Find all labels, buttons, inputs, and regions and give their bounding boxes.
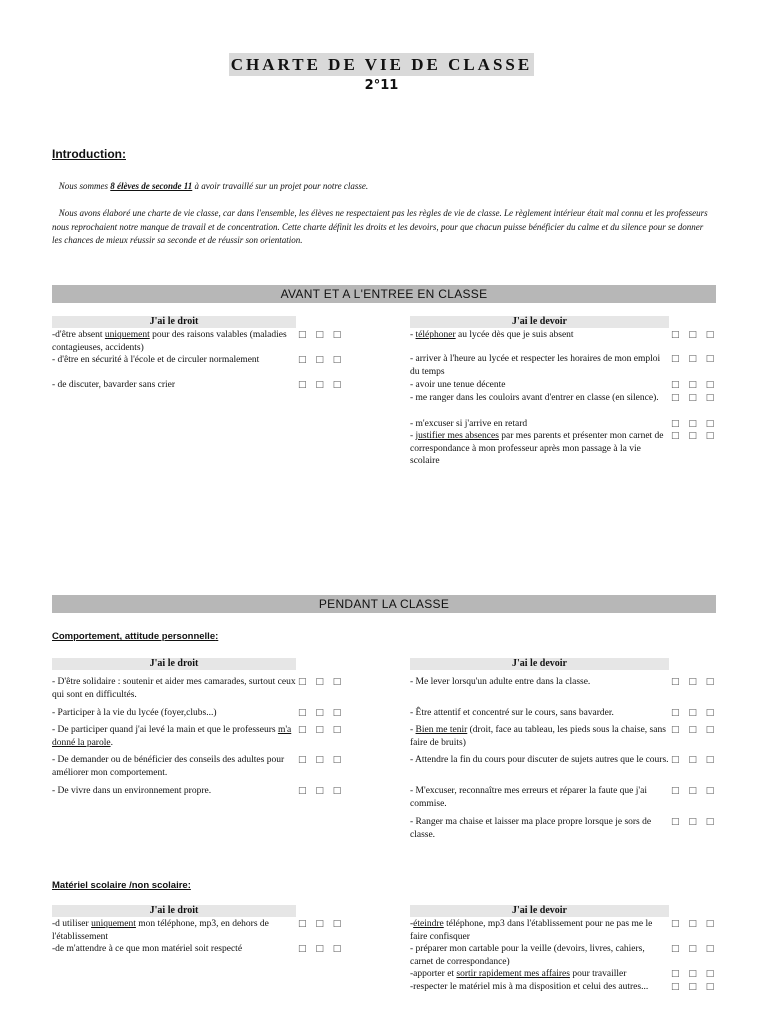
s1-devoirs-item [410, 430, 669, 468]
s3-devoirs-item [410, 968, 669, 981]
checkbox-group[interactable]: □ □ □ [671, 944, 718, 954]
item-underlined-text: m'a donné la parole [52, 725, 292, 748]
checkbox-group[interactable]: □ □ □ [671, 419, 718, 429]
checkbox-group[interactable]: □ □ □ [671, 431, 718, 441]
s1-droit-header: J'ai le droit [52, 316, 296, 328]
page-title: CHARTE DE VIE DE CLASSE [230, 55, 533, 74]
s1-devoirs-item [410, 379, 669, 392]
checkbox-group[interactable]: □ □ □ [671, 817, 718, 827]
checkbox-group[interactable]: □ □ □ [671, 786, 718, 796]
s3-subhead: Matériel scolaire /non scolaire: [52, 880, 191, 891]
section-banner-avant: AVANT ET A L'ENTREE EN CLASSE [52, 285, 716, 303]
checkbox-group[interactable]: □ □ □ [671, 919, 718, 929]
s2-devoir-header: J'ai le devoir [410, 658, 669, 670]
s3-devoirs-item [410, 981, 669, 994]
item-text: téléphone, mp3 dans l'établissement pour ne pas me le faire confisquer [410, 919, 653, 942]
item-underlined-text: téléphoner [415, 330, 456, 340]
checkbox-group[interactable]: □ □ □ [298, 708, 345, 718]
s2-droits-item [52, 707, 296, 720]
item-text: - Être attentif et concentré sur le cours, sans bavarder. [410, 708, 614, 718]
checkbox-group[interactable]: □ □ □ [298, 330, 345, 340]
checkbox-group[interactable]: □ □ □ [298, 355, 345, 365]
checkbox-group[interactable]: □ □ □ [298, 380, 345, 390]
checkbox-group[interactable]: □ □ □ [298, 755, 345, 765]
item-text: - de discuter, bavarder sans crier [52, 380, 176, 390]
s1-devoirs-item [410, 418, 669, 431]
item-text: pour des raisons valables (maladies contagieuses, accidents) [52, 330, 287, 353]
item-underlined-text: sortir rapidement mes affaires [456, 969, 570, 979]
checkbox-group[interactable]: □ □ □ [298, 725, 345, 735]
item-text: . [110, 737, 113, 748]
s1-droits-item [52, 329, 296, 354]
s2-devoirs-item [410, 754, 669, 767]
checkbox-group[interactable]: □ □ □ [671, 755, 718, 765]
item-text: - avoir une tenue décente [410, 380, 506, 390]
checkbox-group[interactable]: □ □ □ [298, 944, 345, 954]
item-text: - Attendre la fin du cours pour discuter de sujets autres que le cours. [410, 755, 669, 765]
item-text: mon téléphone, mp3, en dehors de l'établissement [52, 919, 269, 942]
checkbox-group[interactable]: □ □ □ [671, 725, 718, 735]
checkbox-group[interactable]: □ □ □ [671, 982, 718, 992]
item-text: - De vivre dans un environnement propre. [52, 786, 212, 796]
s2-devoirs-item [410, 785, 669, 810]
s2-devoirs-item [410, 816, 669, 841]
intro-p1-bold: 8 élèves de seconde 11 [110, 181, 193, 191]
item-text: - Participer à la vie du lycée (foyer,clubs...) [52, 708, 217, 718]
s2-devoirs-item [410, 724, 669, 749]
intro-p1-pre: Nous sommes [58, 181, 111, 191]
s3-droits-item [52, 943, 296, 956]
s3-devoirs-item [410, 918, 669, 943]
intro-p1-post: à avoir travaillé sur un projet pour notre classe. [192, 181, 369, 191]
checkbox-group[interactable]: □ □ □ [671, 677, 718, 687]
item-text: - Me lever lorsqu'un adulte entre dans la classe. [410, 677, 591, 687]
intro-paragraph-1 [52, 180, 714, 194]
item-text: - [410, 725, 416, 735]
s1-devoirs-item [410, 392, 669, 405]
section-banner-pendant: PENDANT LA CLASSE [52, 595, 716, 613]
item-text: - Ranger ma chaise et laisser ma place propre lorsque je sors de classe. [410, 817, 652, 840]
s2-droits-item [52, 724, 296, 749]
checkbox-group[interactable]: □ □ □ [298, 919, 345, 929]
checkbox-group[interactable]: □ □ □ [671, 969, 718, 979]
item-text: - M'excuser, reconnaître mes erreurs et réparer la faute que j'ai commise. [410, 786, 647, 809]
item-text: - De participer quand j'ai levé la main et que le professeurs [52, 725, 278, 735]
intro-heading: Introduction: [52, 147, 126, 161]
checkbox-group[interactable]: □ □ □ [671, 354, 718, 364]
item-text: - me ranger dans les couloirs avant d'entrer en classe (en silence). [410, 393, 659, 403]
page-subtitle: 2°11 [364, 78, 399, 93]
s3-devoir-header: J'ai le devoir [410, 905, 669, 917]
s1-droits-item [52, 354, 296, 367]
s1-droits-item [52, 379, 296, 392]
item-text: par mes parents et présenter mon carnet de correspondance à mon professeur après mon passage à la vie scolaire [410, 431, 664, 466]
item-text: - De demander ou de bénéficier des conseils des adultes pour améliorer mon comportement. [52, 755, 285, 778]
s2-subhead [52, 631, 218, 642]
item-text: - [410, 431, 416, 441]
intro-p2-text: Nous avons élaboré une charte de vie classe, car dans l'ensemble, les élèves ne respectaient pas les règles de vie de classe. Le règlement intérieur était mal connu et les professeurs nous reprochaient notre manque de travail et de concentration. Cette charte définit les droits et les devoirs, pour que chacun puisse bénéficier du calme et du silence pour se donner les chances de mieux réussir sa seconde et de réussir son orientation. [52, 208, 708, 245]
s2-droits-item [52, 754, 296, 779]
intro-paragraph-2 [52, 207, 714, 248]
item-underlined-text: Bien me tenir [415, 725, 468, 735]
checkbox-group[interactable]: □ □ □ [671, 393, 718, 403]
s2-droit-header: J'ai le droit [52, 658, 296, 670]
item-underlined-text: uniquement [91, 919, 136, 929]
item-text: (droit, face au tableau, les pieds sous la chaise, sans faire de bruits) [410, 725, 666, 748]
item-text: - D'être solidaire : soutenir et aider mes camarades, surtout ceux qui sont en difficultés. [52, 677, 296, 700]
s2-subhead-suffix: : [215, 631, 219, 642]
item-text: -d utiliser [52, 919, 92, 929]
item-text: -d'être absent [52, 330, 105, 340]
item-underlined-text: uniquement [104, 330, 150, 340]
item-text: - m'excuser si j'arrive en retard [410, 419, 528, 429]
s2-droits-item [52, 676, 296, 701]
s2-devoirs-item [410, 707, 669, 720]
item-text: - d'être en sécurité à l'école et de circuler normalement [52, 355, 260, 365]
checkbox-group[interactable]: □ □ □ [671, 380, 718, 390]
checkbox-group[interactable]: □ □ □ [671, 330, 718, 340]
s3-devoirs-item [410, 943, 669, 968]
s3-droits-item [52, 918, 296, 943]
s2-droits-item [52, 785, 296, 798]
item-text: - arriver à l'heure au lycée et respecter les horaires de mon emploi du temps [410, 354, 661, 377]
item-text: -respecter le matériel mis à ma disposition et celui des autres... [410, 982, 649, 992]
item-text: pour travailler [569, 969, 627, 979]
item-text: au lycée dès que je suis absent [455, 330, 574, 340]
s1-devoirs-item [410, 329, 669, 342]
s2-devoirs-item [410, 676, 669, 689]
checkbox-group[interactable]: □ □ □ [671, 708, 718, 718]
item-text: -de m'attendre à ce que mon matériel soit respecté [52, 944, 243, 954]
item-text: -apporter et [410, 969, 457, 979]
s1-devoir-header: J'ai le devoir [410, 316, 669, 328]
item-text: - [410, 330, 416, 340]
item-text: - préparer mon cartable pour la veille (devoirs, livres, cahiers, carnet de correspondance) [410, 944, 645, 967]
s2-subhead-text: Comportement, attitude personnelle [52, 631, 216, 642]
item-text: - [410, 919, 414, 929]
checkbox-group[interactable]: □ □ □ [298, 677, 345, 687]
s1-devoirs-item [410, 353, 669, 378]
checkbox-group[interactable]: □ □ □ [298, 786, 345, 796]
item-underlined-text: éteindre [413, 919, 444, 929]
item-underlined-text: justifier mes absences [415, 431, 499, 441]
s3-droit-header: J'ai le droit [52, 905, 296, 917]
